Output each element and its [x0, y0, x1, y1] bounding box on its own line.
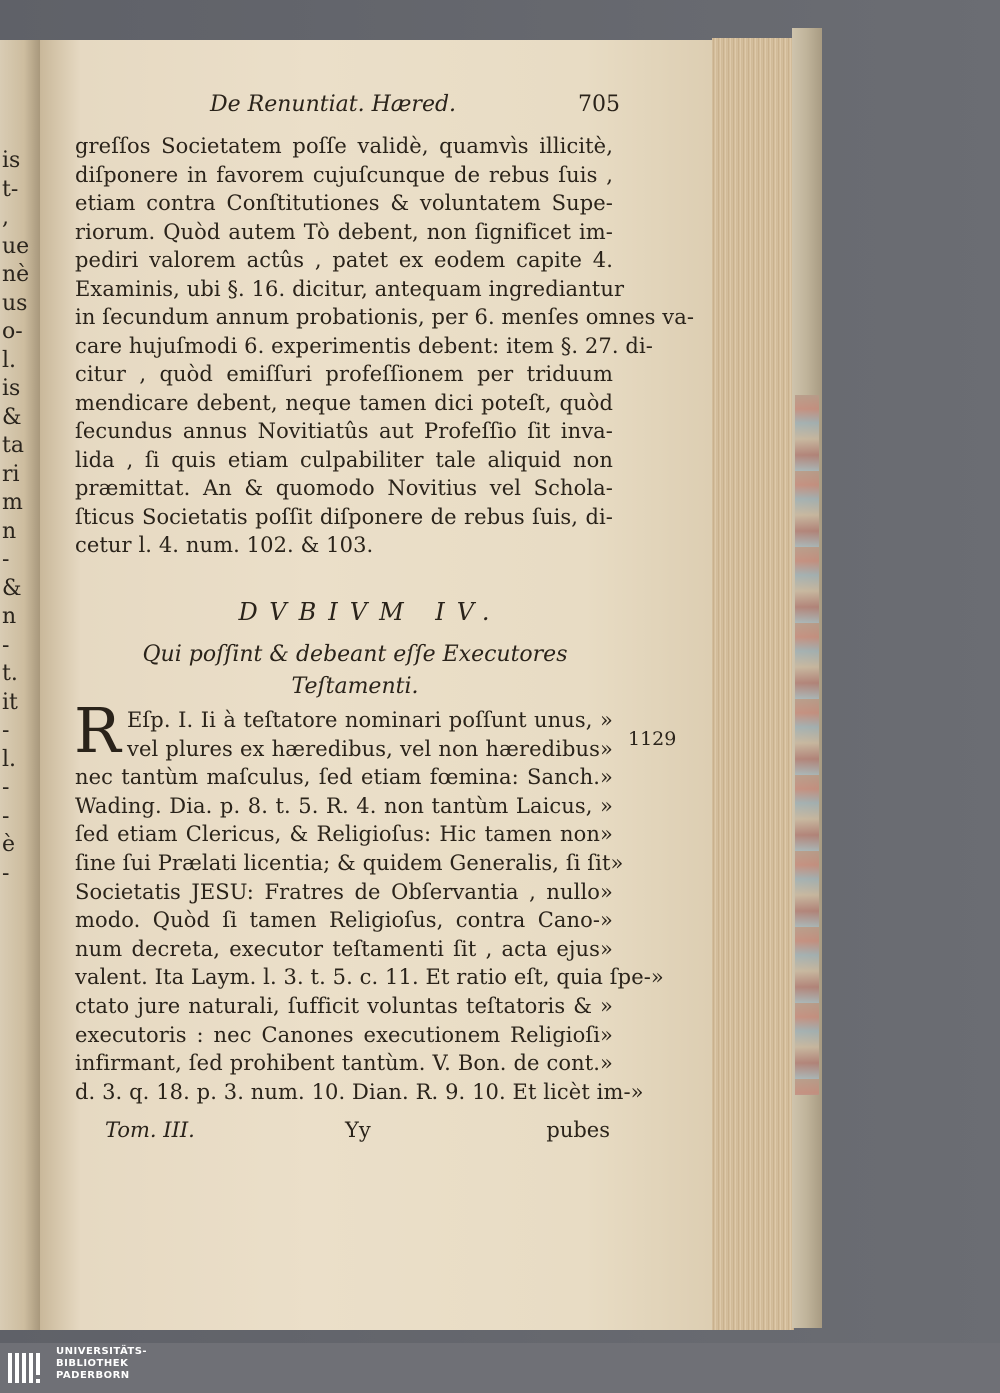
paragraph-1-line: Examinis, ubi §. 16. dicitur, antequam ingrediantur [75, 276, 625, 301]
left-page-fragment: & [2, 575, 22, 601]
left-page-fragment: us [2, 290, 28, 316]
paragraph-2-line: Wading. Dia. p. 8. t. 5. R. 4. non tantùm Laicus, » [75, 793, 613, 818]
paragraph-1-line: præmittat. An & quomodo Novitius vel Schola- [75, 476, 613, 500]
volume-signature: Tom. III. [105, 1118, 195, 1142]
left-page-fragment: m [2, 490, 23, 515]
left-page-fragment: , [2, 205, 9, 230]
left-page-fragment: is [2, 376, 21, 401]
paragraph-1-line: pediri valorem actûs , patet ex eodem capite 4. [75, 248, 613, 272]
paragraph-2-line: ctato jure naturali, ſufficit voluntas teſtatoris & » [75, 994, 613, 1018]
paragraph-2-line: valent. Ita Laym. l. 3. t. 5. c. 11. Et ratio eſt, quia ſpe-» [75, 965, 664, 990]
left-page-fragment: - [2, 718, 10, 743]
section-subtitle-line-2: Teſtamenti. [291, 674, 419, 699]
logo-text-line-3: PADERBORN [56, 1370, 130, 1381]
paragraph-1-line: etiam contra Conſtitutiones & voluntatem Supe- [75, 191, 613, 215]
library-logo-icon [6, 1349, 48, 1387]
left-page-fragment: - [2, 860, 10, 886]
left-page-fragment: it [2, 689, 18, 715]
drop-cap: R [74, 694, 121, 767]
paragraph-2-line: d. 3. q. 18. p. 3. num. 10. Dian. R. 9. 10. Et licèt im-» [75, 1079, 644, 1104]
left-page-fragment: - [2, 547, 10, 572]
left-page-fragment: - [2, 632, 10, 658]
left-page-fragment: è [2, 832, 16, 857]
paragraph-2-line: nec tantùm maſculus, ſed etiam fœmina: Sanch.» [75, 765, 613, 790]
left-page-fragment: ta [2, 433, 24, 458]
paragraph-2-line: num decreta, executor teſtamenti ſit , acta ejus» [75, 936, 613, 961]
logo-text-line-1: UNIVERSITÄTS- [56, 1346, 148, 1357]
paragraph-1-line: riorum. Quòd autem Tò debent, non ſignificet im- [75, 219, 613, 244]
page-number: 705 [578, 92, 620, 117]
left-page-fragment: ri [2, 461, 20, 487]
left-page-fragment: o- [2, 319, 23, 344]
logo-text-line-2: BIBLIOTHEK [56, 1358, 129, 1369]
catchword: pubes [546, 1118, 610, 1142]
left-page-fragment: l. [2, 746, 17, 772]
paragraph-1-line: ſticus Societatis poſſit diſponere de rebus ſuis, di- [75, 504, 613, 529]
paragraph-1-line: in ſecundum annum probationis, per 6. menſes omnes va- [75, 305, 695, 329]
paragraph-2-line: executoris : nec Canones executionem Religioſi» [75, 1022, 613, 1047]
paragraph-2-line: vel plures ex hæredibus, vel non hæredibus» [127, 736, 613, 761]
paragraph-2-line: Eſp. I. Ii à teſtatore nominari poſſunt unus, » [127, 708, 613, 732]
paragraph-1-line: diſponere in favorem cujuſcunque de rebus ſuis , [75, 162, 613, 187]
running-head: De Renuntiat. Hæred. [210, 92, 457, 117]
paragraph-1-line: lida , ſi quis etiam culpabiliter tale aliquid non [75, 447, 613, 472]
left-page-fragment: is [2, 148, 21, 173]
margin-number: 1129 [628, 728, 677, 750]
left-page-fragment: - [2, 803, 10, 829]
signature-mark: Yy [345, 1118, 371, 1142]
paragraph-2-line: ſed etiam Clericus, & Religioſus: Hic tamen non» [75, 822, 613, 847]
paragraph-2-line: infirmant, ſed prohibent tantùm. V. Bon. de cont.» [75, 1051, 613, 1076]
paragraph-2-line: modo. Quòd ſi tamen Religioſus, contra Cano-» [75, 908, 613, 933]
paragraph-1-line: mendicare debent, neque tamen dici poteſt, quòd [75, 390, 613, 415]
left-page-fragment: nè [2, 262, 30, 287]
left-page-fragment: n [2, 518, 17, 544]
paragraph-2-line: ſine ſui Prælati licentia; & quidem Generalis, ſi ſit» [75, 851, 624, 875]
left-page-fragment: & [2, 404, 22, 430]
paragraph-1-line: citur , quòd emiſſuri profeſſionem per triduum [75, 362, 613, 386]
left-page-fragment: t- [2, 176, 19, 202]
paragraph-1-line: care hujuſmodi 6. experimentis debent: item §. 27. di- [75, 333, 653, 358]
paragraph-1-line: ſecundus annus Novitiatûs aut Profeſſio ſit inva- [75, 419, 613, 443]
left-page-fragment: t. [2, 661, 18, 686]
footer-bar [0, 1343, 1000, 1393]
left-page-fragment: n [2, 604, 17, 629]
paragraph-2-line: Societatis JESU: Fratres de Obſervantia , nullo» [75, 879, 613, 904]
left-page-fragment: l. [2, 347, 17, 373]
section-heading: DVBIVM IV. [238, 598, 502, 626]
paragraph-1-line: cetur l. 4. num. 102. & 103. [75, 533, 374, 557]
left-page-fragment: - [2, 775, 10, 800]
left-page-fragment: ue [2, 233, 30, 259]
paragraph-1-line: greſſos Societatem poſſe validè, quamvìs illicitè, [75, 134, 613, 158]
section-subtitle-line-1: Qui poſſint & debeant eſſe Executores [142, 642, 568, 667]
